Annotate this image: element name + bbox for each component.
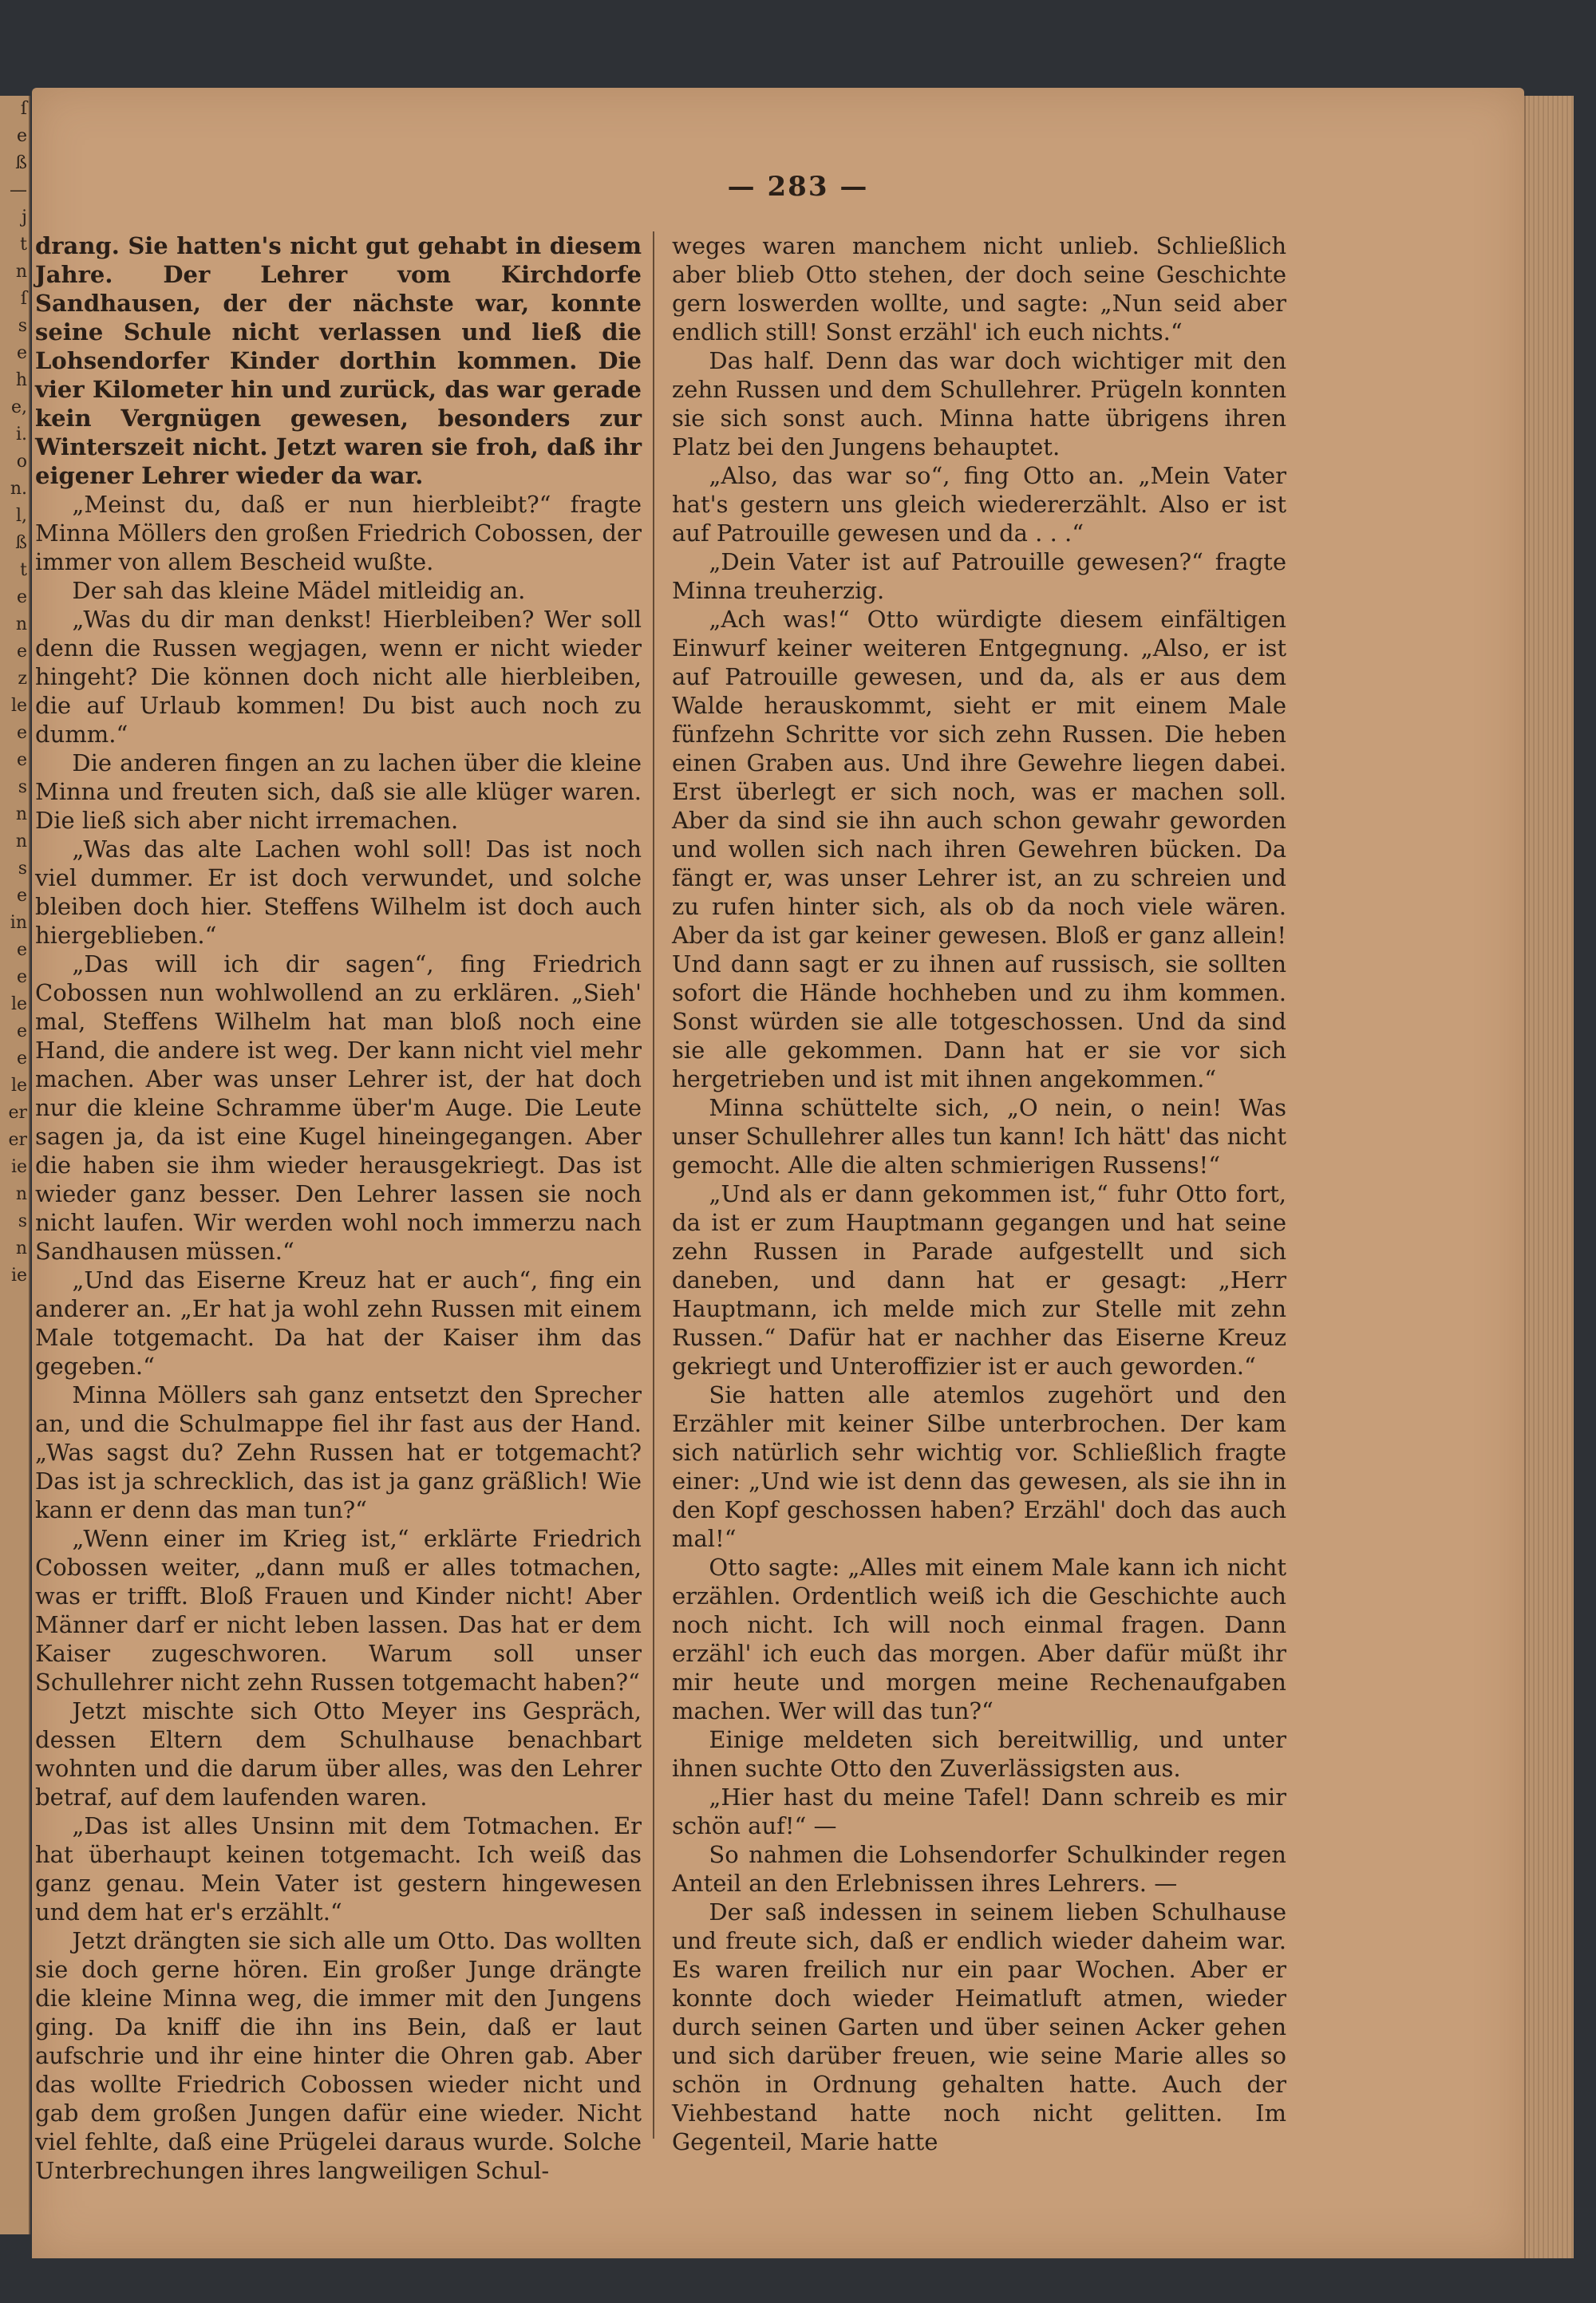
previous-page-fragment: ie <box>10 1266 27 1286</box>
previous-page-fragment: e <box>16 886 27 906</box>
page-number: — 283 — <box>727 171 869 203</box>
previous-page-fragment: ſ <box>20 99 27 119</box>
paragraph: Der sah das kleine Mädel mitleidig an. <box>72 577 526 604</box>
previous-page-fragment: s <box>18 1211 27 1231</box>
previous-page-fragment: ß <box>15 153 27 173</box>
right-column <box>672 231 1286 2156</box>
previous-page-fragment: s <box>18 777 27 797</box>
previous-page-fragment: e <box>16 723 27 743</box>
previous-page-fragment: e <box>16 967 27 987</box>
paragraph: Der saß indessen in seinem lieben Schulhause und freute sich, daß er endlich wieder daheim war. Es waren freilich nur ein paar Wochen. Aber er konnte doch wieder Heimatluft atmen, wieder durch seinen Garten und über seinen Acker gehen und sich darüber freuen, wie seine Marie alles so schön in Ordnung gehalten hatte. Auch der Viehbestand hatte noch nicht gelitten. Im Gegenteil, Marie hatte <box>672 1898 1286 2155</box>
previous-page-fragment: ſ <box>20 289 27 309</box>
paragraph: „Hier hast du meine Tafel! Dann schreib es mir schön auf!“ — <box>672 1784 1286 1839</box>
paragraph: „Und das Eiserne Kreuz hat er auch“, fing ein anderer an. „Er hat ja wohl zehn Russen mit einem Male totgemacht. Da hat der Kaiser ihm das gegeben.“ <box>35 1266 642 1380</box>
column-divider <box>653 231 654 2139</box>
paragraph: Otto sagte: „Alles mit einem Male kann ich nicht erzählen. Ordentlich weiß ich die Geschichte auch noch nicht. Ich will noch einmal fragen. Dann erzähl' ich euch das morgen. Aber dafür müßt ihr mir heute und morgen meine Rechenaufgaben machen. Wer will das tun?“ <box>672 1554 1286 1724</box>
paragraph: „Was das alte Lachen wohl soll! Das ist noch viel dummer. Er ist doch verwundet, und solche bleiben doch hier. Steffens Wilhelm ist doch auch hiergeblieben.“ <box>35 835 642 949</box>
previous-page-fragment: n. <box>10 479 27 499</box>
paragraph: „Wenn einer im Krieg ist,“ erklärte Friedrich Cobossen weiter, „dann muß er alles totmachen, was er trifft. Bloß Frauen und Kinder nicht! Aber Männer darf er nicht leben lassen. Das hat er dem Kaiser zugeschworen. Warum soll unser Schullehrer nicht zehn Russen totgemacht haben?“ <box>35 1525 642 1696</box>
previous-page-fragment: t <box>20 560 27 580</box>
paragraph: „Meinst du, daß er nun hierbleibt?“ fragte Minna Möllers den großen Friedrich Cobossen, der immer von allem Bescheid wußte. <box>35 491 642 575</box>
paragraph: Minna Möllers sah ganz entsetzt den Sprecher an, und die Schulmappe fiel ihr fast aus der Hand. „Was sagst du? Zehn Russen hat er totgemacht? Das ist ja schrecklich, das ist ja ganz gräßlich! Wie kann er denn das man tun?“ <box>35 1381 642 1523</box>
previous-page-fragment: n <box>15 832 27 851</box>
previous-page-fragment: e <box>16 126 27 146</box>
previous-page-fragment: le <box>10 994 27 1014</box>
left-column <box>35 231 642 2185</box>
previous-page-fragment: n <box>15 614 27 634</box>
paragraph: Jetzt mischte sich Otto Meyer ins Gespräch, dessen Eltern dem Schulhause benachbart wohnten und die darum über alles, was den Lehrer betraf, auf dem laufenden waren. <box>35 1697 642 1811</box>
previous-page-fragment: ie <box>10 1157 27 1177</box>
previous-page-fragment: n <box>15 1184 27 1204</box>
previous-page-fragment: o <box>16 452 27 472</box>
previous-page-fragment: s <box>18 859 27 879</box>
previous-page-fragment: ß <box>15 533 27 553</box>
previous-page-fragment: s <box>18 316 27 336</box>
previous-page-fragment: t <box>20 235 27 255</box>
paragraph: Jetzt drängten sie sich alle um Otto. Das wollten sie doch gerne hören. Ein großer Junge drängte die kleine Minna weg, die immer mit den Jungens ging. Da kniff die ihn ins Bein, daß er laut aufschrie und ihr eine hinter die Ohren gab. Aber das wollte Friedrich Cobossen wieder nicht und gab dem großen Jungen dafür eine wieder. Nicht viel fehlte, daß eine Prügelei daraus wurde. Solche Unterbrechungen ihres langweiligen Schul- <box>35 1927 642 2184</box>
paragraph: „Ach was!“ Otto würdigte diesem einfältigen Einwurf keiner weiteren Entgegnung. „Also, er ist auf Patrouille gewesen, und da, als er aus dem Walde herauskommt, sieht er mit einem Male fünfzehn Schritte vor sich zehn Russen. Die heben einen Graben aus. Und ihre Gewehre liegen dabei. Erst überlegt er sich noch, was er machen soll. Aber da sind sie ihn auch schon gewahr geworden und wollen sich nach ihren Gewehren bücken. Da fängt er, was unser Lehrer ist, an zu schreien und zu rufen hinter sich, als ob da noch viele wären. Aber da ist gar keiner gewesen. Bloß er ganz allein! Und dann sagt er zu ihnen auf russisch, sie sollten sofort die Hände hochheben und zu ihm kommen. Sonst würden sie alle totgeschossen. Und da sind sie alle gekommen. Dann hat er sie vor sich hergetrieben und ist mit ihnen angekommen.“ <box>672 606 1286 1092</box>
paragraph: Die anderen fingen an zu lachen über die kleine Minna und freuten sich, daß sie alle klüger waren. Die ließ sich aber nicht irremachen. <box>35 749 642 834</box>
paragraph: Einige meldeten sich bereitwillig, und unter ihnen suchte Otto den Zuverlässigsten aus. <box>672 1726 1286 1782</box>
previous-page-fragment: e <box>16 642 27 662</box>
previous-page-fragment: n <box>15 1238 27 1258</box>
paragraph: Das half. Denn das war doch wichtiger mit den zehn Russen und dem Schullehrer. Prügeln konnten sie sich sonst auch. Minna hatte übrigens ihren Platz bei den Jungens behauptet. <box>672 347 1286 460</box>
previous-page-fragment: l, <box>15 506 27 526</box>
page-stack-edge <box>1524 96 1574 2258</box>
previous-page-fragment: e <box>16 750 27 770</box>
paragraph: „Was du dir man denkst! Hierbleiben? Wer soll denn die Russen wegjagen, wenn er nicht wieder hingeht? Die können doch nicht alle hierbleiben, die auf Urlaub kommen! Du bist auch noch zu dumm.“ <box>35 606 642 748</box>
previous-page-fragments <box>3 96 27 1290</box>
previous-page-fragment: i. <box>15 425 27 444</box>
paragraph: „Dein Vater ist auf Patrouille gewesen?“ fragte Minna treuherzig. <box>672 548 1286 604</box>
previous-page-fragment: h <box>15 370 27 390</box>
paragraph: Minna schüttelte sich, „O nein, o nein! Was unser Schullehrer alles tun kann! Ich hätt' das nicht gemocht. Alle die alten schmierigen Russens!“ <box>672 1094 1286 1179</box>
previous-page-fragment: j <box>22 207 27 227</box>
paragraph: „Das ist alles Unsinn mit dem Totmachen. Er hat überhaupt keinen totgemacht. Ich weiß das ganz genau. Mein Vater ist gestern hingewesen und dem hat er's erzählt.“ <box>35 1812 642 1926</box>
paragraph: weges waren manchem nicht unlieb. Schließlich aber blieb Otto stehen, der doch seine Geschichte gern loswerden wollte, und sagte: „Nun seid aber endlich still! Sonst erzähl' ich euch nichts.“ <box>672 232 1286 346</box>
previous-page-fragment: le <box>10 1076 27 1096</box>
previous-page-fragment: er <box>8 1103 27 1123</box>
previous-page-fragment: n <box>15 262 27 282</box>
previous-page-fragment: e <box>16 940 27 960</box>
previous-page-edge <box>0 96 30 2234</box>
paragraph: „Also, das war so“, fing Otto an. „Mein Vater hat's gestern uns gleich wiedererzählt. Also er ist auf Patrouille gewesen und da . . .“ <box>672 462 1286 547</box>
previous-page-fragment: e <box>16 587 27 607</box>
previous-page-fragment: e <box>16 1021 27 1041</box>
previous-page-fragment: er <box>8 1130 27 1150</box>
paragraph: Sie hatten alle atemlos zugehört und den Erzähler mit keiner Silbe unterbrochen. Der kam sich natürlich sehr wichtig vor. Schließlich fragte einer: „Und wie ist denn das gewesen, als sie ihn in den Kopf geschossen haben? Erzähl' doch das auch mal!“ <box>672 1381 1286 1552</box>
previous-page-fragment: in <box>10 913 27 933</box>
paragraph: drang. Sie hatten's nicht gut gehabt in diesem Jahre. Der Lehrer vom Kirchdorfe Sandhausen, der der nächste war, konnte seine Schule nicht verlassen und ließ die Lohsendorfer Kinder dorthin kommen. Die vier Kilometer hin und zurück, das war gerade kein Vergnügen gewesen, besonders zur Winterszeit nicht. Jetzt waren sie froh, daß ihr eigener Lehrer wieder da war. <box>35 232 642 489</box>
paragraph: So nahmen die Lohsendorfer Schulkinder regen Anteil an den Erlebnissen ihres Lehrers. — <box>672 1841 1286 1897</box>
paragraph: „Und als er dann gekommen ist,“ fuhr Otto fort, da ist er zum Hauptmann gegangen und hat seine zehn Russen in Parade aufgestellt und sich daneben, und dann hat er gesagt: „Herr Hauptmann, ich melde mich zur Stelle mit zehn Russen.“ Dafür hat er nachher das Eiserne Kreuz gekriegt und Unteroffizier ist er auch geworden.“ <box>672 1180 1286 1380</box>
previous-page-fragment: e <box>16 1049 27 1069</box>
previous-page-fragment: z <box>18 669 27 689</box>
previous-page-fragment: n <box>15 804 27 824</box>
previous-page-fragment: le <box>10 696 27 716</box>
paragraph: „Das will ich dir sagen“, fing Friedrich Cobossen nun wohlwollend an zu erklären. „Sieh' mal, Steffens Wilhelm hat man bloß noch eine Hand, die andere ist weg. Der kann nicht viel mehr machen. Aber was unser Lehrer ist, der hat doch nur die kleine Schramme über'm Auge. Die Leute sagen ja, da ist eine Kugel hineingegangen. Aber die haben sie ihm wieder herausgekriegt. Das ist wieder ganz besser. Den Lehrer lassen sie noch nicht laufen. Wir werden wohl noch immerzu nach Sandhausen müssen.“ <box>35 950 642 1265</box>
previous-page-fragment: — <box>10 180 27 200</box>
previous-page-fragment: e <box>16 343 27 363</box>
previous-page-fragment: e, <box>10 397 27 417</box>
